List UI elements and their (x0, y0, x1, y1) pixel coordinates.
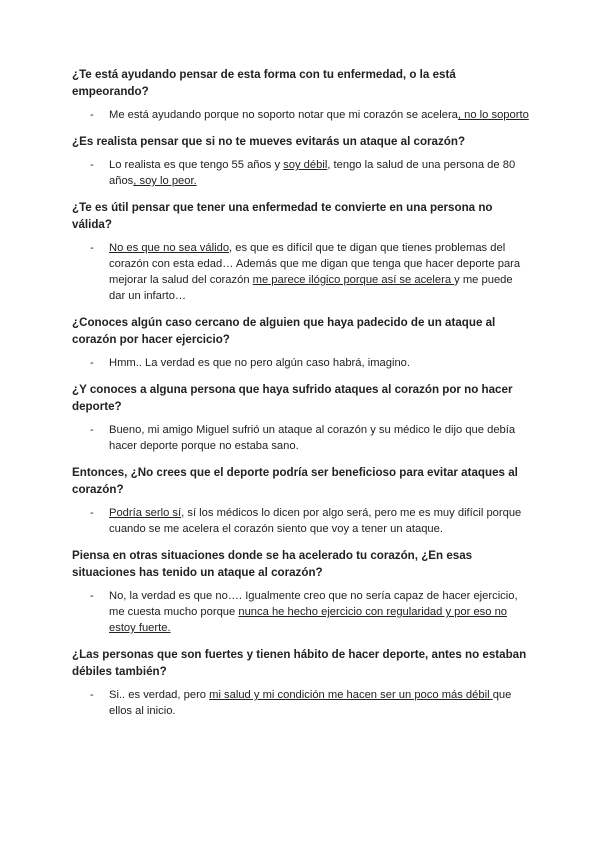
question-text: ¿Te está ayudando pensar de esta forma con tu enfermedad, o la está empeorando? (72, 68, 456, 98)
answer-text: , tengo la salud de una persona de 80 años (109, 159, 516, 187)
qa-block (72, 646, 530, 719)
qa-block (72, 199, 530, 304)
qa-list (72, 66, 530, 719)
answer-text: Me está ayudando porque no soporto notar que mi corazón se acelera (109, 109, 458, 121)
underlined-text: nunca he hecho ejercicio con regularidad y por eso no estoy fuerte. (109, 606, 508, 634)
qa-block (72, 464, 530, 537)
underlined-text: mi salud y mi condición me hacen ser un poco más débil (209, 689, 493, 701)
answer-item (72, 240, 530, 304)
list-dash: - (90, 590, 94, 602)
underlined-text: No es que no sea válido (109, 242, 230, 254)
qa-block (72, 133, 530, 189)
question-text: ¿Las personas que son fuertes y tienen hábito de hacer deporte, antes no estaban débiles también? (72, 648, 527, 678)
list-dash: - (90, 357, 94, 369)
list-dash: - (90, 159, 94, 171)
qa-block (72, 66, 530, 123)
list-dash: - (90, 242, 94, 254)
answer-text: No, la verdad es que no…. Igualmente creo que no sería capaz de hacer ejercicio, me cuesta mucho porque (109, 590, 518, 618)
answer-text: que ellos al inicio. (109, 689, 512, 717)
answer-text: Si.. es verdad, pero (109, 689, 210, 701)
question-text: Entonces, ¿No crees que el deporte podría ser beneficioso para evitar ataques al corazón? (72, 466, 518, 496)
underlined-text: Podría serlo sí (109, 507, 182, 519)
question-text: ¿Te es útil pensar que tener una enfermedad te convierte en una persona no válida? (72, 201, 493, 231)
question-text: Piensa en otras situaciones donde se ha acelerado tu corazón, ¿En esas situaciones has tenido un ataque al corazón? (72, 549, 473, 579)
list-dash: - (90, 507, 94, 519)
answer-item (72, 588, 530, 636)
answer-text: , sí los médicos lo dicen por algo será, pero me es muy difícil porque cuando se me acelera el corazón siento que voy a tener un ataque. (109, 507, 522, 535)
list-dash: - (90, 689, 94, 701)
underlined-text: soy débil (283, 159, 328, 171)
question-text: ¿Conoces algún caso cercano de alguien que haya padecido de un ataque al corazón por hacer ejercicio? (72, 316, 496, 346)
answer-text: Hmm.. La verdad es que no pero algún caso habrá, imagino. (109, 357, 410, 369)
answer-text: Bueno, mi amigo Miguel sufrió un ataque al corazón y su médico le dijo que debía hacer deporte porque no estaba sano. (109, 424, 516, 452)
answer-item (72, 107, 530, 123)
underlined-text: , no lo soporto (457, 109, 529, 121)
underlined-text: me parece ilógico porque así se acelera (252, 274, 455, 286)
qa-block (72, 314, 530, 371)
question-text: ¿Es realista pensar que si no te mueves evitarás un ataque al corazón? (72, 135, 466, 148)
list-dash: - (90, 424, 94, 436)
answer-text: , es que es difícil que te digan que tienes problemas del corazón con esta edad… Además que me digan que tenga que hacer deporte para mejorar la salud del corazón (109, 242, 521, 286)
list-dash: - (90, 109, 94, 121)
answer-text: y me puede dar un infarto… (109, 274, 513, 302)
question-text: ¿Y conoces a alguna persona que haya sufrido ataques al corazón por no hacer deporte? (72, 383, 513, 413)
underlined-text: , soy lo peor. (133, 175, 197, 187)
answer-item (72, 505, 530, 537)
qa-block (72, 547, 530, 636)
answer-item (72, 687, 530, 719)
qa-block (72, 381, 530, 454)
answer-text: Lo realista es que tengo 55 años y (109, 159, 284, 171)
answer-item (72, 355, 530, 371)
answer-item (72, 422, 530, 454)
answer-item (72, 157, 530, 189)
